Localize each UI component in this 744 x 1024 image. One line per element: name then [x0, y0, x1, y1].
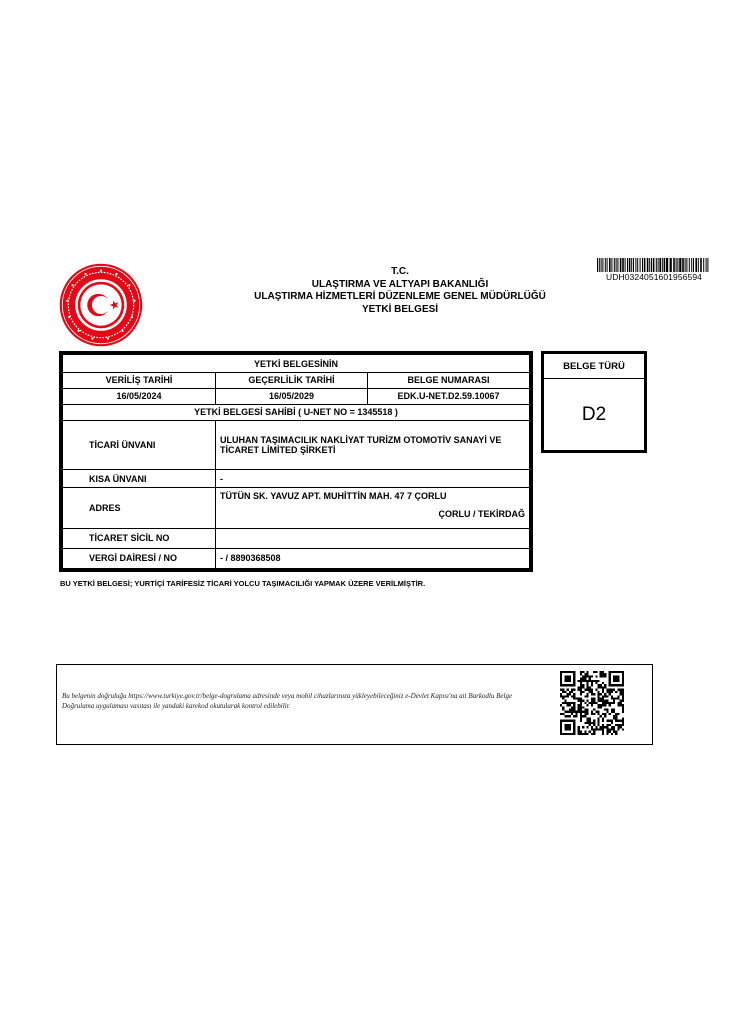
col-validity-date: GEÇERLİLİK TARİHİ — [216, 373, 368, 389]
col-document-number: BELGE NUMARASI — [368, 373, 530, 389]
document-type-title: BELGE TÜRÜ — [544, 354, 644, 379]
address-label: ADRES — [63, 488, 216, 528]
validity-date-value: 16/05/2029 — [216, 388, 368, 404]
barcode-icon — [597, 258, 710, 272]
header-document-title: YETKİ BELGESİ — [361, 303, 439, 315]
address-line1: TÜTÜN SK. YAVUZ APT. MUHİTTİN MAH. 47 7 ÇORLU — [220, 491, 447, 502]
header-tc: T.C. — [391, 266, 409, 277]
issue-date-value: 16/05/2024 — [63, 388, 216, 404]
document-number-value: EDK.U-NET.D2.59.10067 — [368, 388, 530, 404]
trade-registry-value — [216, 528, 530, 548]
tax-office-value: - / 8890368508 — [216, 548, 530, 568]
trade-name-label: TİCARİ ÜNVANI — [63, 420, 216, 470]
address-value — [216, 488, 530, 528]
tax-office-label: VERGİ DAİRESİ / NO — [63, 548, 216, 568]
trade-name-value: ULUHAN TAŞIMACILIK NAKLİYAT TURİZM OTOMOTİV SANAYİ VE TİCARET LİMİTED ŞİRKETİ — [216, 420, 530, 470]
ministry-seal-logo — [58, 262, 144, 348]
verification-text: Bu belgenin doğruluğu https://www.turkiye.gov.tr/belge-dogrulama adresinde veya mobil cihazlarınıza yükleyebileceğiniz e-Devlet Kapısı'na ait Barkodlu Belge Doğrulama uygulaması vasıtası ile yandaki karekod okutularak kontrol edilebilir. — [62, 692, 513, 710]
qr-code-icon — [560, 671, 624, 735]
short-name-value: - — [216, 470, 530, 488]
table-section-title: YETKİ BELGESİNİN — [63, 355, 530, 373]
col-issue-date: VERİLİŞ TARİHİ — [63, 373, 216, 389]
trade-registry-label: TİCARET SİCİL NO — [63, 528, 216, 548]
barcode-number: UDH0324051601956594 — [606, 272, 702, 282]
authorization-table — [59, 351, 533, 572]
document-type-box — [541, 351, 647, 453]
document-header — [200, 266, 600, 316]
document-type-value: D2 — [581, 404, 607, 425]
header-directorate: ULAŞTIRMA HİZMETLERİ DÜZENLEME GENEL MÜDÜRLÜĞÜ — [254, 291, 546, 302]
holder-title: YETKİ BELGESİ SAHİBİ ( U-NET NO = 1345518 ) — [63, 404, 530, 420]
address-line2: ÇORLU / TEKİRDAĞ — [438, 509, 525, 520]
short-name-label: KISA ÜNVANI — [63, 470, 216, 488]
authorization-statement: BU YETKİ BELGESİ; YURTİÇİ TARİFESİZ TİCARİ YOLCU TAŞIMACILIĞI YAPMAK ÜZERE VERİLMİŞTİR. — [60, 579, 426, 588]
header-ministry: ULAŞTIRMA VE ALTYAPI BAKANLIĞI — [311, 278, 489, 290]
